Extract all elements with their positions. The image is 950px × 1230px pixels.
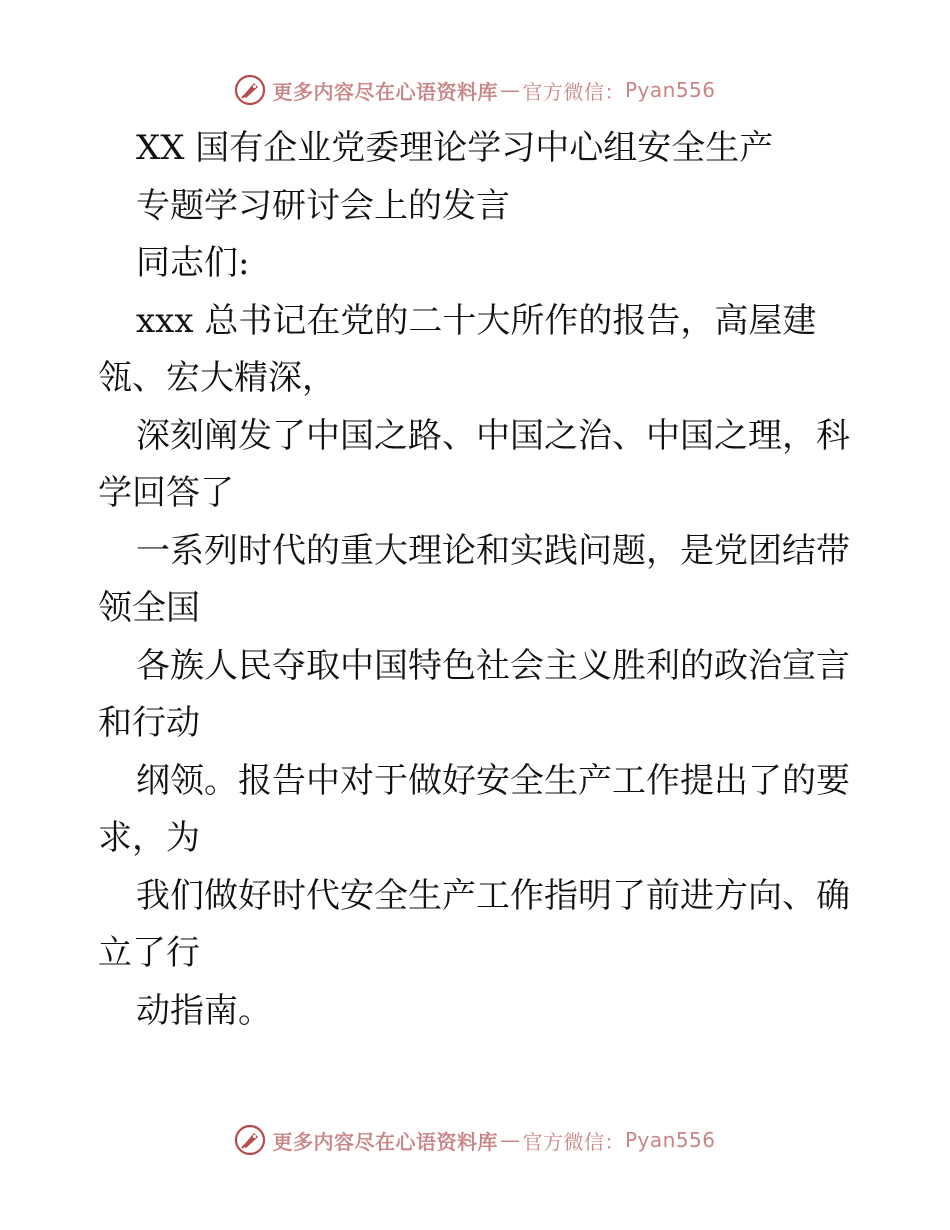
body-line: 领全国 <box>98 588 200 628</box>
document-body <box>98 120 858 1040</box>
body-line: 深刻阐发了中国之路、中国之治、中国之理，科 <box>136 415 850 456</box>
body-line: 学回答了 <box>98 473 234 513</box>
body-line: 一系列时代的重大理论和实践问题，是党团结带 <box>136 530 850 571</box>
pen-nib-logo-icon <box>234 1124 266 1156</box>
pen-nib-logo-icon <box>234 74 266 106</box>
watermark-brand: 更多内容尽在心语资料库 <box>272 1129 498 1154</box>
body-line: 各族人民夺取中国特色社会主义胜利的政治宣言 <box>136 645 850 686</box>
watermark-brand: 更多内容尽在心语资料库 <box>272 79 498 104</box>
title-line-1: XX 国有企业党委理论学习中心组安全生产 <box>136 128 774 168</box>
watermark-account: Pyan556 <box>624 1128 716 1152</box>
salutation: 同志们: <box>136 243 250 283</box>
body-line: 和行动 <box>98 703 200 743</box>
watermark-footer <box>0 1120 950 1160</box>
body-line: 瓴、宏大精深， <box>98 358 336 398</box>
watermark-separator: — <box>499 1128 521 1152</box>
body-line: xxx 总书记在党的二十大所作的报告，高屋建 <box>136 300 817 341</box>
title-line-2: 专题学习研讨会上的发言 <box>136 185 510 226</box>
body-line: 动指南。 <box>136 990 272 1031</box>
body-line: 纲领。报告中对于做好安全生产工作提出了的要 <box>136 760 850 801</box>
watermark-header <box>0 70 950 110</box>
watermark-separator: — <box>499 78 521 102</box>
watermark-official-label: 官方微信： <box>522 1129 625 1154</box>
watermark-account: Pyan556 <box>624 78 716 102</box>
body-line: 立了行 <box>98 933 200 973</box>
body-line: 我们做好时代安全生产工作指明了前进方向、确 <box>136 875 850 916</box>
body-line: 求，为 <box>98 818 200 858</box>
watermark-official-label: 官方微信： <box>522 79 625 104</box>
